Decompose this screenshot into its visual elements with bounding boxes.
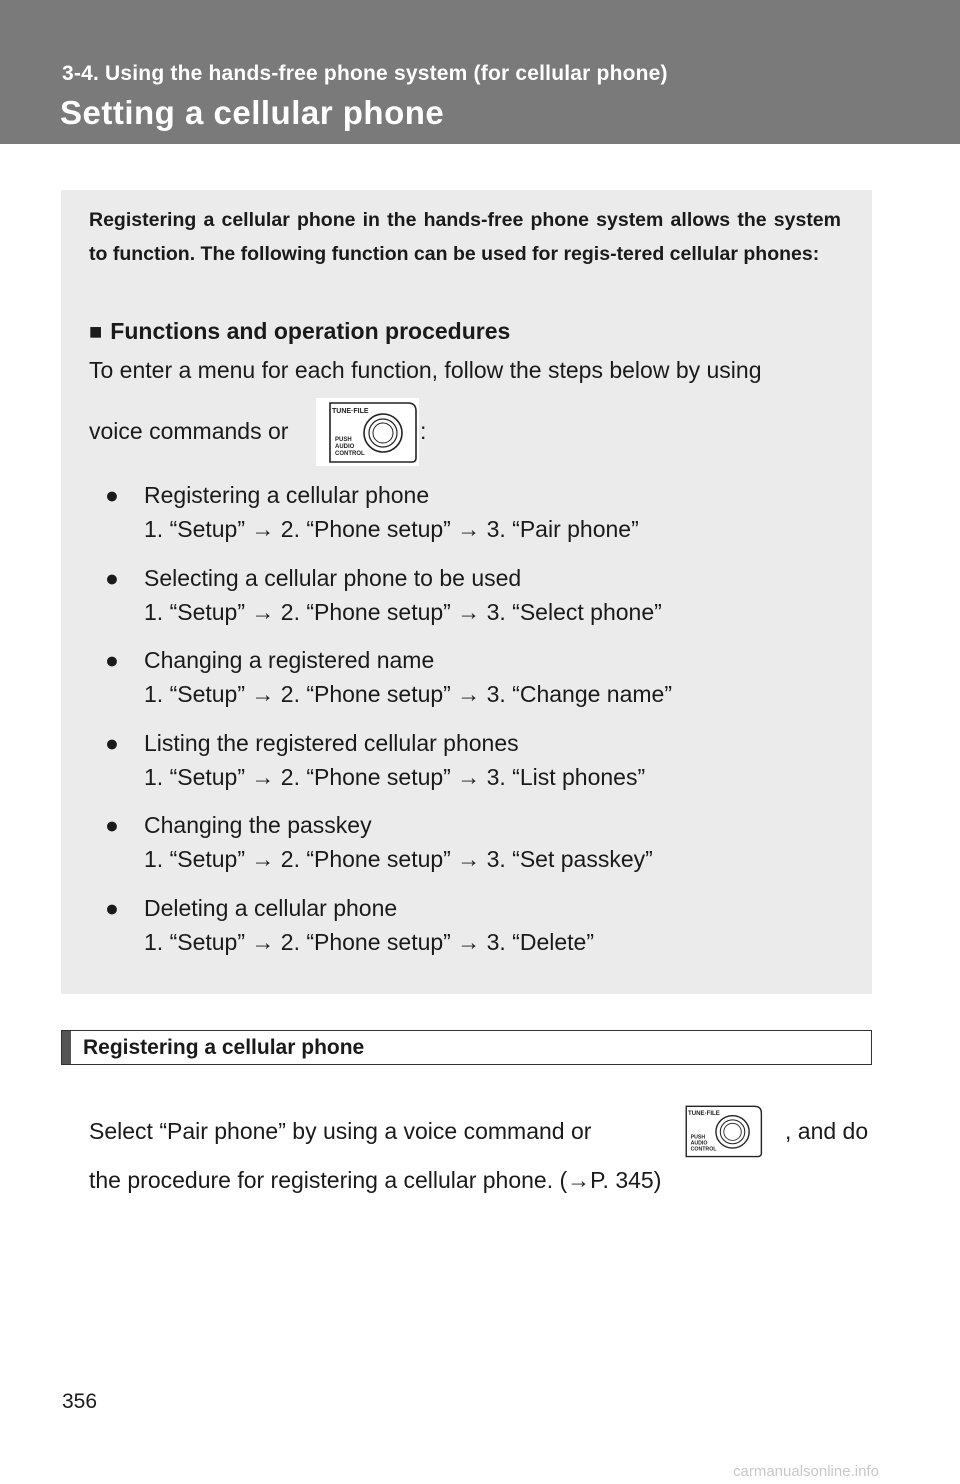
registering-text-line1-end: , and do xyxy=(785,1118,869,1144)
knob-top-label: TUNE·FILE xyxy=(332,408,369,415)
registering-text-line1: Select “Pair phone” by using a voice command or xyxy=(89,1118,592,1144)
page-number: 356 xyxy=(62,1390,98,1413)
bullet-dot: ● xyxy=(105,564,119,591)
page-header xyxy=(0,0,960,144)
functions-heading xyxy=(89,318,510,345)
item-label: Listing the registered cellular phones xyxy=(144,729,519,756)
functions-heading-text: Functions and operation procedures xyxy=(110,318,511,344)
list-item xyxy=(105,895,865,978)
function-list xyxy=(105,482,865,977)
page-title: Setting a cellular phone xyxy=(60,94,445,131)
square-bullet: ■ xyxy=(89,319,103,344)
item-steps: 1. “Setup” → 2. “Phone setup” → 3. “Select phone” xyxy=(144,598,662,625)
watermark: carmanualsonline.info xyxy=(733,1463,879,1480)
list-item xyxy=(105,730,865,813)
heading-bar-tab xyxy=(62,1031,71,1064)
item-steps: 1. “Setup” → 2. “Phone setup” → 3. “Delete” xyxy=(144,928,594,955)
item-steps: 1. “Setup” → 2. “Phone setup” → 3. “Set passkey” xyxy=(144,846,653,872)
knob-label-1: PUSH xyxy=(690,1134,706,1141)
item-steps: 1. “Setup” → 2. “Phone setup” → 3. “List phones” xyxy=(144,763,646,790)
knob-label-3: CONTROL xyxy=(335,451,365,457)
item-label: Registering a cellular phone xyxy=(144,482,430,508)
item-label: Deleting a cellular phone xyxy=(144,894,398,921)
item-steps: 1. “Setup” → 2. “Phone setup” → 3. “Change name” xyxy=(144,681,672,707)
bullet-dot: ● xyxy=(105,729,119,756)
bullet-dot: ● xyxy=(105,647,119,673)
item-label: Selecting a cellular phone to be used xyxy=(144,564,522,591)
item-label: Changing the passkey xyxy=(144,812,372,838)
bullet-dot: ● xyxy=(105,894,119,921)
audio-control-knob-icon xyxy=(674,1102,764,1160)
knob-label-2: AUDIO xyxy=(690,1140,708,1147)
registering-text-line2: the procedure for registering a cellular phone. (→P. 345) xyxy=(89,1167,662,1193)
knob-label-3: CONTROL xyxy=(690,1146,717,1153)
knob-top-label: TUNE·FILE xyxy=(687,1110,720,1117)
list-item xyxy=(105,482,865,565)
registering-heading: Registering a cellular phone xyxy=(83,1036,365,1059)
knob-label-1: PUSH xyxy=(335,437,352,443)
list-item xyxy=(105,812,865,895)
item-label: Changing a registered name xyxy=(144,647,435,673)
knob-label-2: AUDIO xyxy=(335,444,355,450)
bullet-dot: ● xyxy=(105,812,119,838)
list-item xyxy=(105,647,865,730)
intro-text: Registering a cellular phone in the hands-free phone system allows the system to function. The following function can be used for regis-tered cellular phones: xyxy=(89,209,841,265)
registering-heading-bar xyxy=(61,1030,872,1065)
section-title: 3-4. Using the hands-free phone system (for cellular phone) xyxy=(62,62,668,85)
bullet-dot: ● xyxy=(105,482,119,508)
item-steps: 1. “Setup” → 2. “Phone setup” → 3. “Pair phone” xyxy=(144,516,639,542)
lead-text-line2: voice commands or xyxy=(89,418,289,444)
audio-control-knob-icon xyxy=(316,398,419,466)
lead-text-line1: To enter a menu for each function, follow the steps below by using xyxy=(89,357,762,383)
lead-colon: : xyxy=(420,418,427,444)
list-item xyxy=(105,565,865,648)
